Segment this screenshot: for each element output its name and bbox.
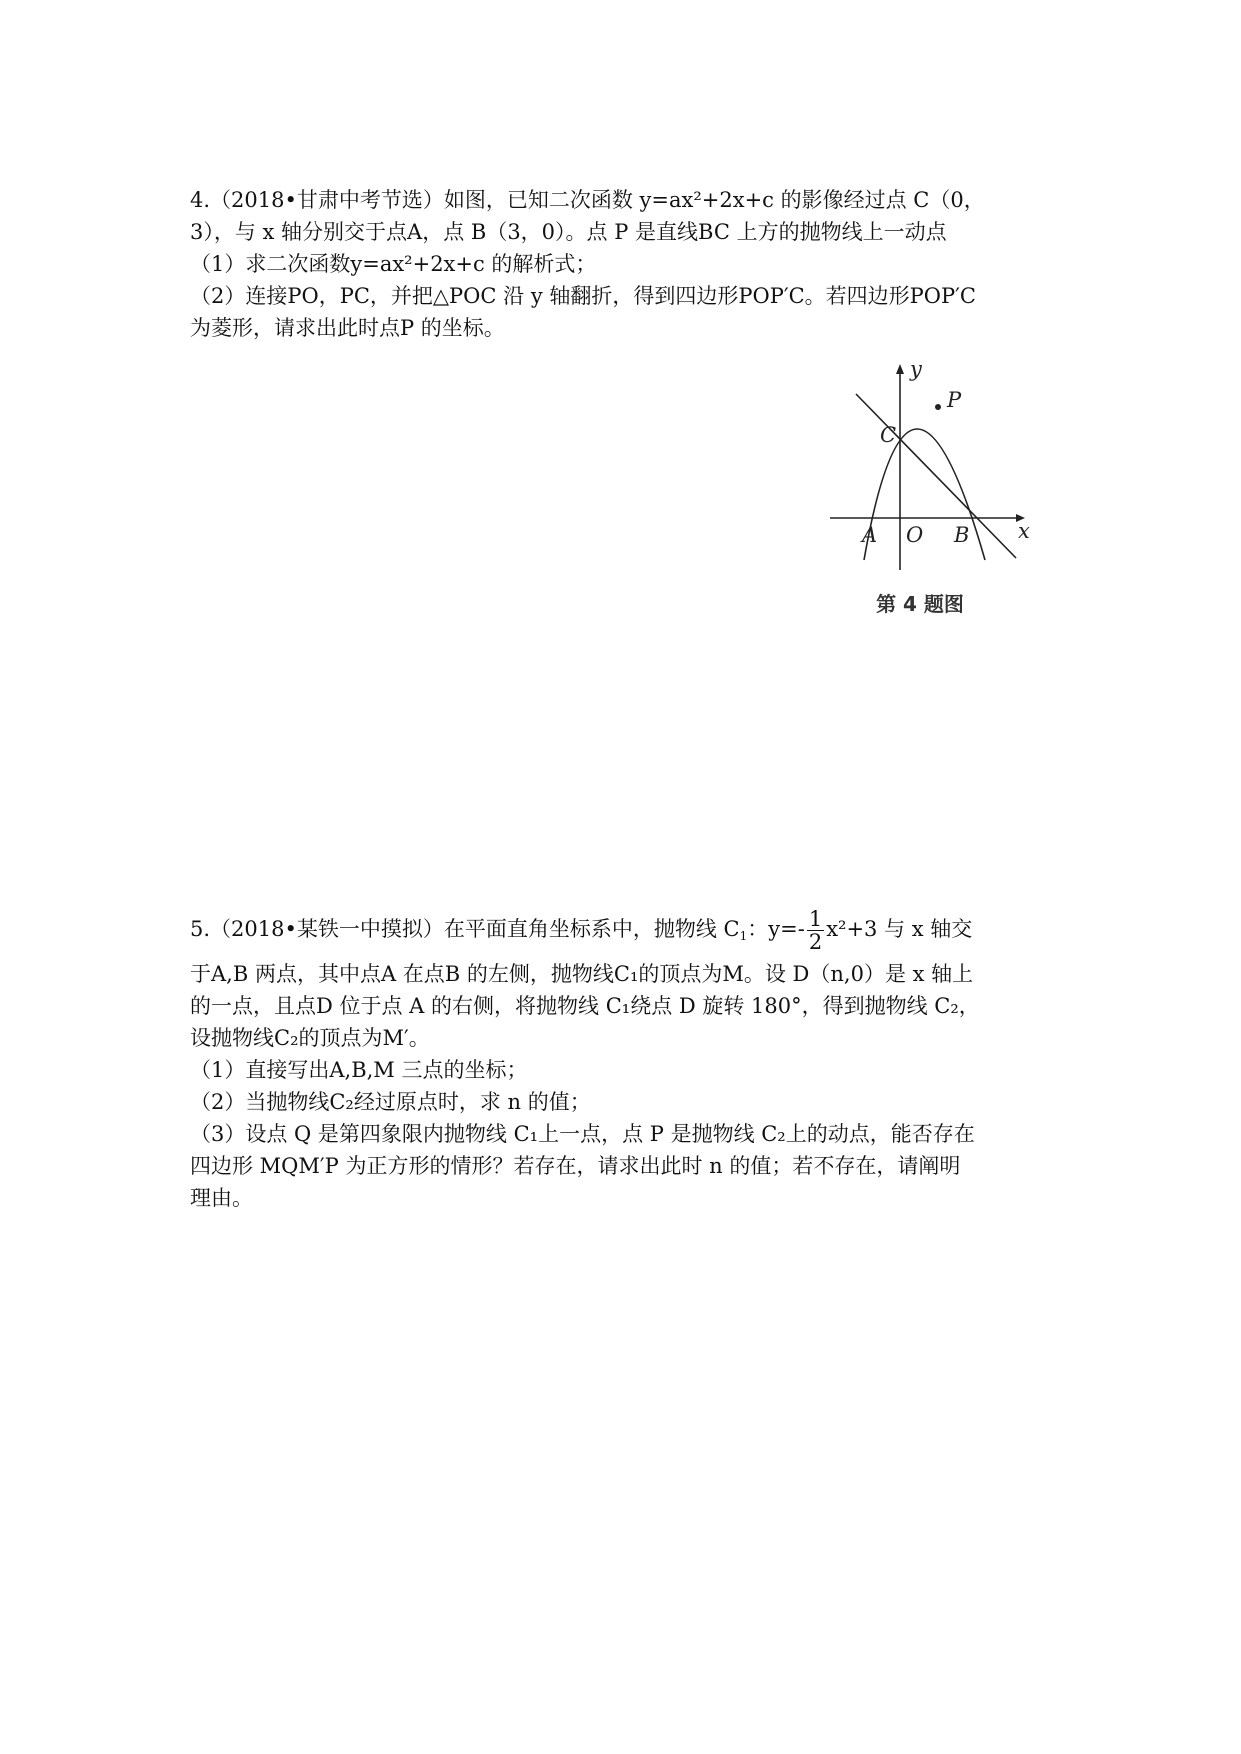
problem-5-line-4: 设抛物线C₂的顶点为M′。 xyxy=(190,1026,430,1050)
problem-4-line-4: （2）连接PO，PC，并把△POC 沿 y 轴翻折，得到四边形POP′C。若四边形POP′C xyxy=(190,284,976,308)
fraction-denominator: 2 xyxy=(808,930,823,954)
problem-5-line-1-mid: ：y=- xyxy=(747,917,805,941)
axis-x-label: x xyxy=(1018,519,1030,543)
problem-5-line-9: 理由。 xyxy=(190,1186,253,1210)
y-axis-arrow xyxy=(896,364,904,374)
problem-5-line-3: 的一点，且点D 位于点 A 的右侧，将抛物线 C₁绕点 D 旋转 180°，得到抛物线 C₂， xyxy=(190,994,980,1018)
problem-5-line-1-post: x²+3 与 x 轴交 xyxy=(826,917,973,941)
problem-5 xyxy=(190,903,1060,1214)
axis-y-label: y xyxy=(910,360,922,381)
problem-4-figure xyxy=(820,360,1040,620)
problem-4-line-2: 3），与 x 轴分别交于点A，点 B（3，0）。点 P 是直线BC 上方的抛物线上一动点 xyxy=(190,220,947,244)
problem-5-line-7: （3）设点 Q 是第四象限内抛物线 C₁上一点，点 P 是抛物线 C₂上的动点，能否存在 xyxy=(190,1122,975,1146)
problem-5-line-6: （2）当抛物线C₂经过原点时，求 n 的值； xyxy=(190,1090,591,1114)
fraction-one-half xyxy=(807,908,824,953)
figure-caption: 第 4 题图 xyxy=(876,592,964,616)
problem-5-line-1-sub: 1 xyxy=(739,929,748,943)
problem-5-line-1 xyxy=(190,903,1060,962)
point-a-label: A xyxy=(862,523,878,547)
parabola-graph xyxy=(820,360,1040,590)
point-p-dot xyxy=(935,404,941,410)
problem-5-line-1-pre: 5.（2018•某铁一中摸拟）在平面直角坐标系中，抛物线 C xyxy=(190,917,740,941)
problem-5-line-8: 四边形 MQM′P 为正方形的情形？若存在，请求出此时 n 的值；若不存在，请阐明 xyxy=(190,1154,961,1178)
problem-4-line-3: （1）求二次函数y=ax²+2x+c 的解析式； xyxy=(190,252,597,276)
point-b-label: B xyxy=(954,523,970,547)
point-c-label: C xyxy=(880,423,897,447)
point-p-label: P xyxy=(947,388,962,412)
problem-4 xyxy=(190,184,1060,344)
problem-4-line-1: 4.（2018•甘肃中考节选）如图，已知二次函数 y=ax²+2x+c 的影像经过点 C（0， xyxy=(190,188,985,212)
point-o-label: O xyxy=(906,523,924,547)
problem-5-line-2: 于A,B 两点，其中点A 在点B 的左侧，抛物线C₁的顶点为M。设 D（n,0）是 x 轴上 xyxy=(190,962,974,986)
line-bc xyxy=(856,394,1016,558)
problem-4-line-5: 为菱形，请求出此时点P 的坐标。 xyxy=(190,316,505,340)
problem-5-line-5: （1）直接写出A,B,M 三点的坐标； xyxy=(190,1058,528,1082)
fraction-numerator: 1 xyxy=(808,907,823,931)
